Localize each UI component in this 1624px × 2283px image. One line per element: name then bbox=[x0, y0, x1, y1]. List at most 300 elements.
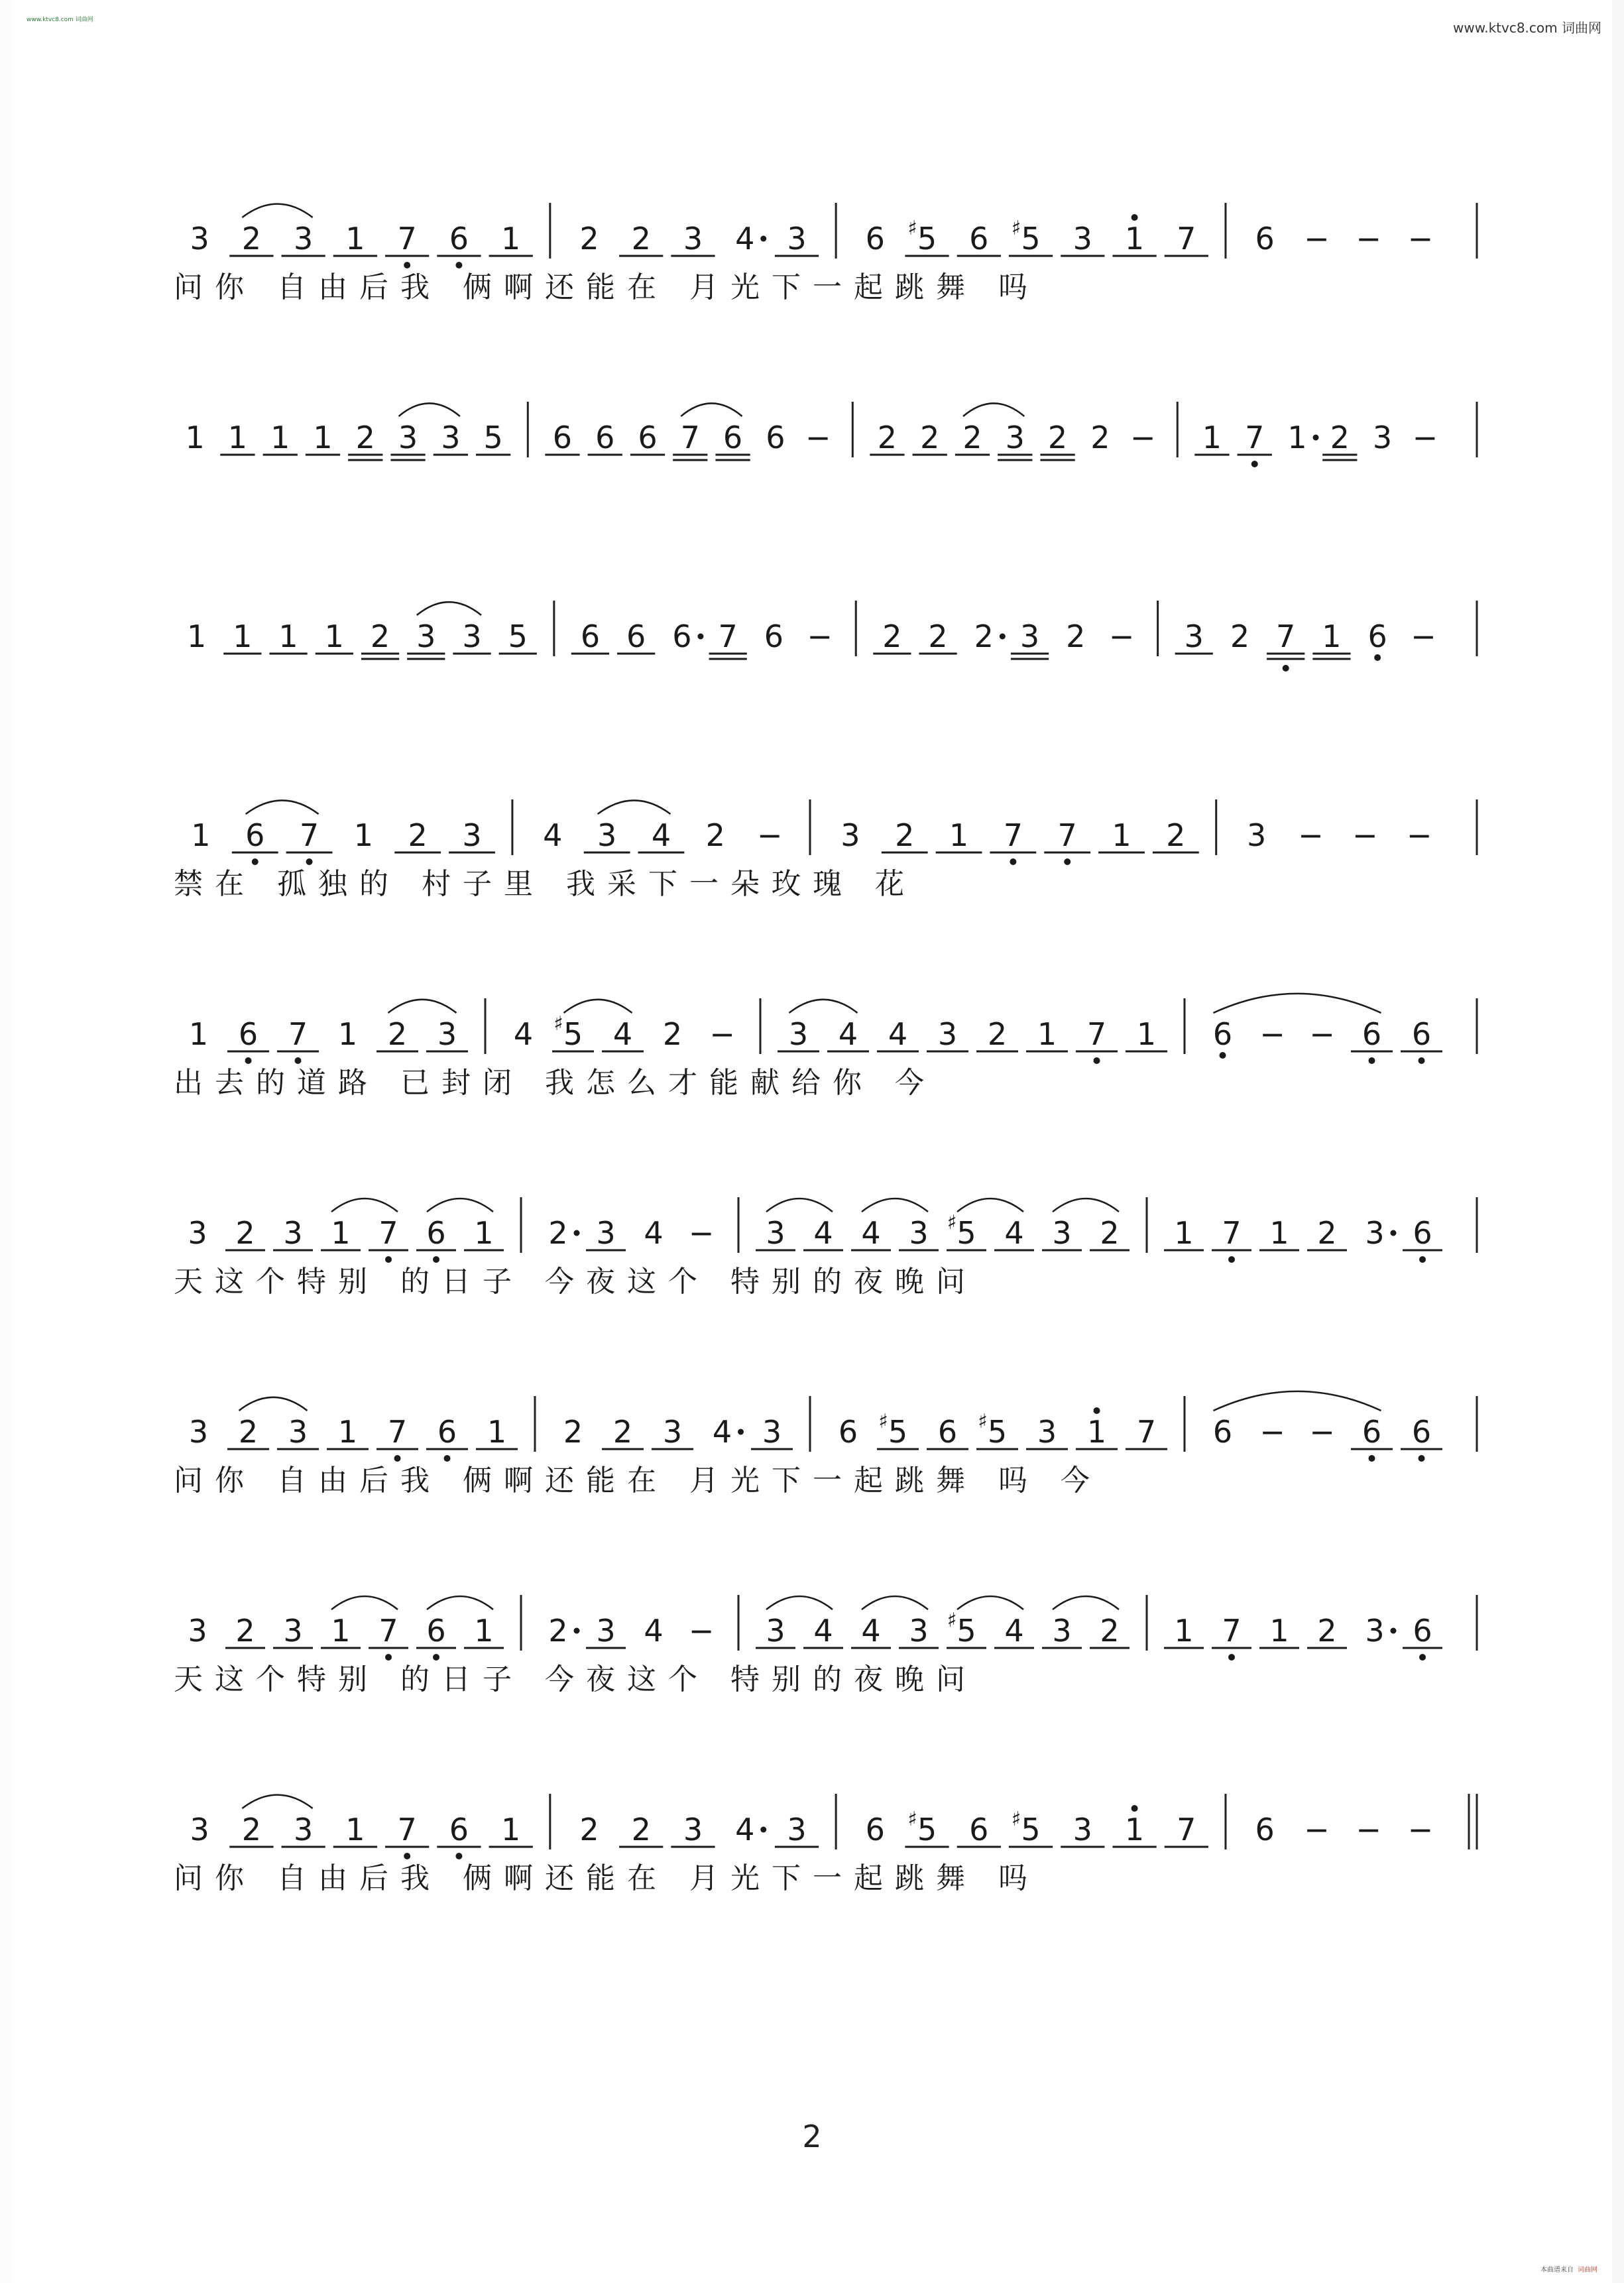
note: 6 bbox=[580, 618, 601, 654]
note: 3 bbox=[294, 221, 314, 257]
note: 7 bbox=[288, 1016, 308, 1052]
note: − bbox=[1304, 221, 1330, 257]
augmentation-dot bbox=[1391, 1628, 1397, 1634]
note: 5 bbox=[888, 1414, 908, 1450]
lyrics-line: 出去的道路 已封闭 我怎么才能献给你 今 bbox=[174, 1066, 936, 1100]
note: 3 bbox=[188, 1613, 207, 1649]
note: 6 bbox=[969, 221, 989, 257]
sharp-sign: ♯ bbox=[947, 1609, 957, 1632]
note: 3 bbox=[1365, 1613, 1385, 1649]
note: 1 bbox=[345, 221, 365, 257]
note: 3 bbox=[1073, 221, 1092, 257]
augmentation-dot bbox=[574, 1230, 580, 1236]
note: 7 bbox=[387, 1414, 408, 1450]
note: 6 bbox=[1255, 221, 1275, 257]
note: 1 bbox=[501, 221, 521, 257]
note: 2 bbox=[882, 618, 902, 654]
note: 7 bbox=[378, 1215, 398, 1251]
note: 6 bbox=[766, 420, 785, 455]
note: 2 bbox=[1330, 420, 1350, 455]
note: 1 bbox=[270, 420, 290, 455]
note: 6 bbox=[1212, 1016, 1233, 1052]
note: 7 bbox=[1276, 618, 1296, 654]
slur bbox=[963, 403, 1024, 416]
note: 3 bbox=[441, 420, 461, 455]
note: 2 bbox=[563, 1414, 583, 1450]
note: 6 bbox=[552, 420, 573, 455]
note: 2 bbox=[962, 420, 982, 455]
note: 6 bbox=[426, 1613, 446, 1649]
sharp-sign: ♯ bbox=[907, 1808, 917, 1831]
score-system bbox=[187, 601, 1477, 672]
note: 7 bbox=[1245, 420, 1265, 455]
note: 7 bbox=[1177, 221, 1196, 257]
note: 7 bbox=[1222, 1613, 1242, 1649]
slur bbox=[957, 1596, 1023, 1610]
score-system bbox=[174, 799, 1477, 901]
note: 3 bbox=[283, 1215, 303, 1251]
note: 2 bbox=[1230, 618, 1250, 654]
low-octave-dot bbox=[385, 1654, 392, 1661]
note: 2 bbox=[1317, 1613, 1337, 1649]
note: 6 bbox=[437, 1414, 457, 1450]
slur bbox=[427, 1596, 493, 1610]
note: 2 bbox=[920, 420, 940, 455]
note: 1 bbox=[337, 1414, 358, 1450]
note: 3 bbox=[190, 1812, 209, 1847]
note: − bbox=[1407, 1812, 1434, 1847]
note: 3 bbox=[1365, 1215, 1385, 1251]
sharp-sign: ♯ bbox=[978, 1410, 988, 1433]
note: 2 bbox=[235, 1613, 255, 1649]
note: 2 bbox=[370, 618, 390, 654]
note: 1 bbox=[501, 1812, 521, 1847]
note: − bbox=[805, 420, 831, 455]
score-system bbox=[174, 1391, 1477, 1497]
low-octave-dot bbox=[433, 1256, 439, 1263]
note: 4 bbox=[712, 1414, 732, 1450]
augmentation-dot bbox=[760, 1827, 766, 1833]
low-octave-dot bbox=[1369, 1455, 1375, 1462]
note: 6 bbox=[595, 420, 615, 455]
note: 3 bbox=[683, 1812, 703, 1847]
note: 1 bbox=[331, 1215, 351, 1251]
note: 6 bbox=[1362, 1016, 1382, 1052]
note: 3 bbox=[398, 420, 418, 455]
slur bbox=[766, 1199, 833, 1212]
note: 7 bbox=[378, 1613, 398, 1649]
note: − bbox=[688, 1215, 715, 1251]
slur bbox=[417, 602, 481, 615]
note: 1 bbox=[353, 817, 374, 853]
note: 3 bbox=[437, 1016, 457, 1052]
note: 6 bbox=[1411, 1016, 1432, 1052]
note: − bbox=[1259, 1414, 1285, 1450]
note: 5 bbox=[483, 420, 503, 455]
note: 1 bbox=[188, 1016, 209, 1052]
sharp-sign: ♯ bbox=[947, 1211, 957, 1234]
note: 1 bbox=[474, 1215, 494, 1251]
note: 1 bbox=[233, 618, 253, 654]
note: 6 bbox=[449, 221, 469, 257]
footer-brand: 词曲网 bbox=[1578, 2266, 1597, 2274]
note: 4 bbox=[644, 1215, 664, 1251]
note: − bbox=[1309, 1414, 1335, 1450]
note: 7 bbox=[1177, 1812, 1196, 1847]
low-octave-dot bbox=[1220, 1052, 1226, 1059]
note: 3 bbox=[787, 221, 807, 257]
sharp-sign: ♯ bbox=[907, 217, 917, 240]
note: 2 bbox=[1100, 1613, 1120, 1649]
slur bbox=[1053, 1199, 1119, 1212]
note: 1 bbox=[1269, 1215, 1289, 1251]
note: 3 bbox=[596, 1215, 616, 1251]
note: 4 bbox=[888, 1016, 908, 1052]
note: − bbox=[1130, 420, 1156, 455]
note: 1 bbox=[1287, 420, 1307, 455]
low-octave-dot bbox=[385, 1256, 392, 1263]
note: 3 bbox=[596, 1613, 616, 1649]
note: 6 bbox=[1413, 1215, 1432, 1251]
note: − bbox=[1411, 618, 1436, 654]
high-octave-dot bbox=[1094, 1407, 1100, 1414]
note: − bbox=[1309, 1016, 1335, 1052]
note: 6 bbox=[1255, 1812, 1275, 1847]
note: 4 bbox=[813, 1613, 833, 1649]
note: 1 bbox=[1322, 618, 1342, 654]
note: − bbox=[1356, 1812, 1381, 1847]
note: 4 bbox=[735, 221, 755, 257]
low-octave-dot bbox=[1094, 1057, 1100, 1064]
note: − bbox=[1259, 1016, 1285, 1052]
note: 3 bbox=[762, 1414, 782, 1450]
footer-credit bbox=[1540, 2264, 1597, 2274]
note: 2 bbox=[662, 1016, 683, 1052]
slur bbox=[1053, 1596, 1119, 1610]
note: 4 bbox=[1004, 1613, 1024, 1649]
note: 3 bbox=[766, 1215, 785, 1251]
score-system bbox=[174, 994, 1477, 1100]
sharp-sign: ♯ bbox=[553, 1012, 563, 1035]
slur bbox=[399, 403, 460, 416]
note: 3 bbox=[1246, 817, 1267, 853]
note: 7 bbox=[1003, 817, 1023, 853]
note: 5 bbox=[987, 1414, 1008, 1450]
note: 3 bbox=[683, 221, 703, 257]
note: 1 bbox=[337, 1016, 358, 1052]
lyrics-line: 天这个特别 的日子 今夜这个 特别的夜晚问 bbox=[174, 1663, 977, 1696]
note: 3 bbox=[1052, 1215, 1072, 1251]
note: − bbox=[709, 1016, 735, 1052]
augmentation-dot bbox=[760, 236, 766, 242]
note: 3 bbox=[788, 1016, 809, 1052]
note: 7 bbox=[397, 221, 417, 257]
note: 6 bbox=[937, 1414, 958, 1450]
note: 3 bbox=[190, 221, 209, 257]
note: 3 bbox=[909, 1215, 929, 1251]
augmentation-dot bbox=[1000, 634, 1006, 640]
note: 7 bbox=[1136, 1414, 1157, 1450]
note: − bbox=[1356, 221, 1381, 257]
slur bbox=[766, 1596, 833, 1610]
note: 3 bbox=[283, 1613, 303, 1649]
header-site-left: www.ktvc8.com 词曲网 bbox=[27, 17, 93, 23]
note: − bbox=[756, 817, 783, 853]
note: 1 bbox=[191, 817, 211, 853]
note: 1 bbox=[1124, 1812, 1145, 1847]
score-system bbox=[174, 1794, 1477, 1895]
note: 1 bbox=[227, 420, 248, 455]
note: − bbox=[1412, 420, 1438, 455]
low-octave-dot bbox=[1228, 1256, 1235, 1263]
note: 3 bbox=[462, 618, 482, 654]
note: 6 bbox=[1413, 1613, 1432, 1649]
note: 6 bbox=[1411, 1414, 1432, 1450]
note: 5 bbox=[1021, 1812, 1041, 1847]
high-octave-dot bbox=[1131, 1805, 1138, 1812]
low-octave-dot bbox=[1251, 461, 1258, 467]
slur bbox=[862, 1199, 928, 1212]
note: 6 bbox=[969, 1812, 989, 1847]
note: 1 bbox=[313, 420, 333, 455]
note: 3 bbox=[597, 817, 617, 853]
low-octave-dot bbox=[455, 1853, 462, 1859]
augmentation-dot bbox=[574, 1628, 580, 1634]
note: 3 bbox=[1019, 618, 1040, 654]
note: 4 bbox=[861, 1613, 881, 1649]
note: 2 bbox=[631, 1812, 651, 1847]
note: 2 bbox=[1047, 420, 1068, 455]
low-octave-dot bbox=[252, 858, 259, 865]
low-octave-dot bbox=[1283, 665, 1289, 672]
lyrics-line: 问你 自由后我 俩啊还能在 月光下一起跳舞 吗 今 bbox=[174, 1464, 1102, 1497]
footer-note: 本曲谱来自 bbox=[1540, 2266, 1574, 2274]
note: 1 bbox=[324, 618, 344, 654]
note: 6 bbox=[865, 221, 885, 257]
low-octave-dot bbox=[1064, 858, 1071, 865]
note: 5 bbox=[917, 1812, 937, 1847]
note: 3 bbox=[294, 1812, 314, 1847]
note: 2 bbox=[238, 1414, 259, 1450]
note: 6 bbox=[764, 618, 784, 654]
slur bbox=[862, 1596, 928, 1610]
augmentation-dot bbox=[1313, 435, 1319, 441]
note: 1 bbox=[1202, 420, 1222, 455]
note: 4 bbox=[838, 1016, 858, 1052]
note: 3 bbox=[416, 618, 436, 654]
note: 2 bbox=[235, 1215, 255, 1251]
note: 3 bbox=[662, 1414, 683, 1450]
note: 7 bbox=[397, 1812, 417, 1847]
sharp-sign: ♯ bbox=[1011, 1808, 1021, 1831]
note: 3 bbox=[1073, 1812, 1092, 1847]
note: − bbox=[1298, 817, 1324, 853]
note: 1 bbox=[474, 1613, 494, 1649]
note: 1 bbox=[949, 817, 969, 853]
note: 2 bbox=[705, 817, 725, 853]
augmentation-dot bbox=[1391, 1230, 1397, 1236]
note: 6 bbox=[1367, 618, 1387, 654]
note: 1 bbox=[1174, 1215, 1194, 1251]
low-octave-dot bbox=[1228, 1654, 1235, 1661]
note: 2 bbox=[1066, 618, 1086, 654]
slur bbox=[246, 800, 319, 814]
note: 2 bbox=[408, 817, 428, 853]
note: 1 bbox=[1174, 1613, 1194, 1649]
low-octave-dot bbox=[245, 1057, 252, 1064]
low-octave-dot bbox=[295, 1057, 302, 1064]
note: 2 bbox=[579, 1812, 599, 1847]
slur bbox=[242, 1795, 312, 1808]
note: 2 bbox=[548, 1613, 568, 1649]
note: 5 bbox=[957, 1215, 976, 1251]
note: 2 bbox=[241, 221, 262, 257]
note: 3 bbox=[1037, 1414, 1057, 1450]
note: − bbox=[1406, 817, 1432, 853]
sharp-sign: ♯ bbox=[878, 1410, 888, 1433]
note: 6 bbox=[449, 1812, 469, 1847]
low-octave-dot bbox=[444, 1455, 451, 1462]
note: 2 bbox=[895, 817, 915, 853]
note: − bbox=[1304, 1812, 1330, 1847]
note: 4 bbox=[861, 1215, 881, 1251]
note: 5 bbox=[957, 1613, 976, 1649]
slur bbox=[331, 1596, 398, 1610]
low-octave-dot bbox=[455, 262, 462, 268]
note: 2 bbox=[1090, 420, 1110, 455]
note: 1 bbox=[185, 420, 205, 455]
note: − bbox=[1352, 817, 1378, 853]
note: 3 bbox=[288, 1414, 308, 1450]
note: 4 bbox=[644, 1613, 664, 1649]
note: 4 bbox=[513, 1016, 534, 1052]
note: 6 bbox=[723, 420, 743, 455]
note: 3 bbox=[188, 1215, 207, 1251]
note: 7 bbox=[1086, 1016, 1107, 1052]
lyrics-line: 禁在 孤独的 村子里 我采下一朵玫瑰 花 bbox=[174, 867, 916, 901]
low-octave-dot bbox=[433, 1654, 439, 1661]
note: 1 bbox=[1086, 1414, 1107, 1450]
score-system bbox=[186, 402, 1477, 467]
note: 2 bbox=[355, 420, 375, 455]
slur bbox=[427, 1199, 493, 1212]
note: − bbox=[1407, 221, 1434, 257]
low-octave-dot bbox=[1419, 1057, 1425, 1064]
score-system bbox=[174, 203, 1477, 304]
note: 5 bbox=[1021, 221, 1041, 257]
low-octave-dot bbox=[1369, 1057, 1375, 1064]
low-octave-dot bbox=[404, 1853, 410, 1859]
augmentation-dot bbox=[738, 1429, 744, 1435]
note: 7 bbox=[680, 420, 700, 455]
low-octave-dot bbox=[1419, 1455, 1425, 1462]
page-number: 2 bbox=[802, 2119, 822, 2154]
note: − bbox=[688, 1613, 715, 1649]
note: 1 bbox=[331, 1613, 351, 1649]
note: 2 bbox=[612, 1414, 633, 1450]
note: 7 bbox=[299, 817, 319, 853]
note: 1 bbox=[1136, 1016, 1157, 1052]
note: 3 bbox=[787, 1812, 807, 1847]
note: 3 bbox=[1005, 420, 1025, 455]
note: 2 bbox=[1100, 1215, 1120, 1251]
note: 2 bbox=[1166, 817, 1186, 853]
slur bbox=[1214, 994, 1381, 1013]
note: 1 bbox=[1112, 817, 1131, 853]
lyrics-line: 天这个特别 的日子 今夜这个 特别的夜晚问 bbox=[174, 1265, 977, 1299]
note: 2 bbox=[387, 1016, 408, 1052]
note: 6 bbox=[245, 817, 265, 853]
note: − bbox=[807, 618, 833, 654]
note: 1 bbox=[1124, 221, 1145, 257]
low-octave-dot bbox=[1374, 654, 1381, 661]
note: 2 bbox=[579, 221, 599, 257]
note: − bbox=[1108, 618, 1135, 654]
note: 1 bbox=[186, 618, 207, 654]
note: 6 bbox=[865, 1812, 885, 1847]
low-octave-dot bbox=[394, 1455, 401, 1462]
score-system bbox=[174, 1197, 1477, 1299]
note: 6 bbox=[672, 618, 692, 654]
note: 4 bbox=[735, 1812, 755, 1847]
sharp-sign: ♯ bbox=[1011, 217, 1021, 240]
header-site-right: www.ktvc8.com 词曲网 bbox=[1452, 20, 1601, 36]
note: 6 bbox=[626, 618, 646, 654]
slur bbox=[388, 1000, 457, 1013]
note: 3 bbox=[1372, 420, 1393, 455]
note: 5 bbox=[563, 1016, 583, 1052]
slur bbox=[331, 1199, 398, 1212]
note: 6 bbox=[838, 1414, 858, 1450]
slur bbox=[789, 1000, 858, 1013]
note: 5 bbox=[508, 618, 528, 654]
low-octave-dot bbox=[1010, 858, 1016, 865]
slur bbox=[242, 204, 312, 217]
slur bbox=[239, 1397, 308, 1411]
note: 1 bbox=[278, 618, 298, 654]
slur bbox=[1214, 1391, 1381, 1411]
note: 3 bbox=[937, 1016, 958, 1052]
note: 6 bbox=[1362, 1414, 1382, 1450]
note: 2 bbox=[548, 1215, 568, 1251]
note: 1 bbox=[1269, 1613, 1289, 1649]
note: 3 bbox=[462, 817, 482, 853]
lyrics-line: 问你 自由后我 俩啊还能在 月光下一起跳舞 吗 bbox=[174, 270, 1039, 304]
note: 1 bbox=[487, 1414, 507, 1450]
note: 4 bbox=[612, 1016, 633, 1052]
note: 2 bbox=[631, 221, 651, 257]
slur bbox=[564, 1000, 632, 1013]
note: 3 bbox=[909, 1613, 929, 1649]
note: 2 bbox=[987, 1016, 1008, 1052]
score-system bbox=[174, 1595, 1477, 1696]
note: 2 bbox=[928, 618, 948, 654]
note: 2 bbox=[877, 420, 898, 455]
lyrics-line: 问你 自由后我 俩啊还能在 月光下一起跳舞 吗 bbox=[174, 1861, 1039, 1895]
augmentation-dot bbox=[697, 634, 703, 640]
note: 7 bbox=[1057, 817, 1077, 853]
note: 3 bbox=[1052, 1613, 1072, 1649]
note: 7 bbox=[718, 618, 738, 654]
note: 6 bbox=[1212, 1414, 1233, 1450]
note: 7 bbox=[1222, 1215, 1242, 1251]
note: 3 bbox=[188, 1414, 209, 1450]
note: 3 bbox=[841, 817, 860, 853]
note: 6 bbox=[238, 1016, 259, 1052]
low-octave-dot bbox=[1419, 1256, 1426, 1263]
high-octave-dot bbox=[1131, 214, 1138, 221]
note: 2 bbox=[974, 618, 994, 654]
